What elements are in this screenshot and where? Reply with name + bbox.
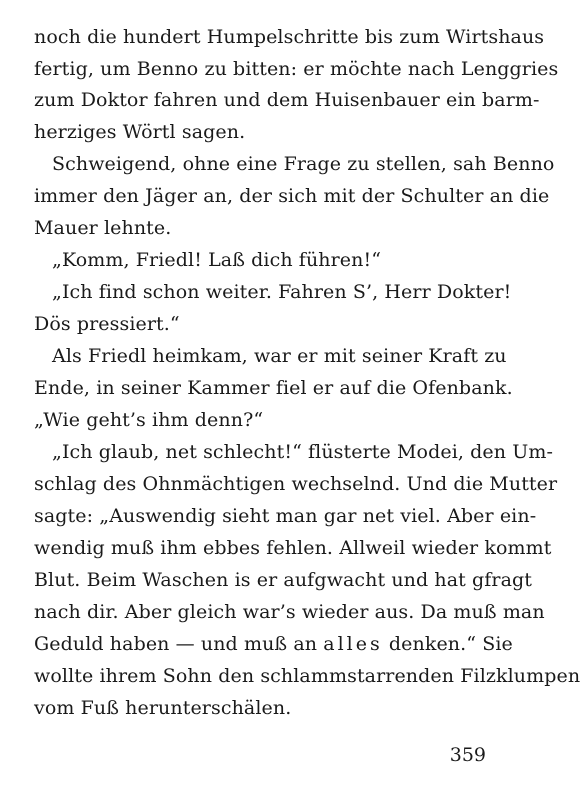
text-line: nach dir. Aber gleich war’s wieder aus. Da muß man bbox=[34, 601, 545, 623]
text-line: Dös pressiert.“ bbox=[34, 313, 180, 335]
text-line: fertig, um Benno zu bitten: er möchte nach Lenggries bbox=[34, 58, 559, 80]
text-line: Blut. Beim Waschen is er aufgwacht und hat gfragt bbox=[34, 569, 533, 591]
text-segment: denken.“ Sie bbox=[388, 633, 513, 655]
paragraph-first-line: Schweigend, ohne eine Frage zu stellen, sah Benno bbox=[52, 153, 555, 175]
paragraph-first-line: „Ich find schon weiter. Fahren S’, Herr Dokter! bbox=[52, 281, 512, 303]
emphasized-word: alles bbox=[323, 633, 383, 655]
text-line: Ende, in seiner Kammer fiel er auf die Ofenbank. bbox=[34, 377, 513, 399]
text-line: wendig muß ihm ebbes fehlen. Allweil wieder kommt bbox=[34, 537, 552, 559]
text-line: zum Doktor fahren und dem Huisenbauer ein barm- bbox=[34, 89, 540, 111]
text-line: sagte: „Auswendig sieht man gar net viel. Aber ein- bbox=[34, 505, 537, 527]
paragraph-first-line: „Ich glaub, net schlecht!“ flüsterte Modei, den Um- bbox=[52, 441, 553, 463]
page-number: 359 bbox=[449, 744, 486, 766]
text-line bbox=[34, 629, 513, 659]
text-line: wollte ihrem Sohn den schlammstarrenden Filzklumpen bbox=[34, 665, 580, 687]
text-line: herziges Wörtl sagen. bbox=[34, 121, 246, 143]
text-line: vom Fuß herunterschälen. bbox=[34, 697, 292, 719]
paragraph-first-line: Als Friedl heimkam, war er mit seiner Kraft zu bbox=[52, 345, 507, 367]
text-line: Mauer lehnte. bbox=[34, 217, 172, 239]
paragraph-first-line: „Komm, Friedl! Laß dich führen!“ bbox=[52, 249, 382, 271]
text-segment: Geduld haben — und muß an bbox=[34, 633, 318, 655]
text-line: schlag des Ohnmächtigen wechselnd. Und die Mutter bbox=[34, 473, 558, 495]
text-line: „Wie geht’s ihm denn?“ bbox=[34, 409, 264, 431]
text-line: immer den Jäger an, der sich mit der Schulter an die bbox=[34, 185, 550, 207]
text-line: noch die hundert Humpelschritte bis zum Wirtshaus bbox=[34, 26, 545, 48]
